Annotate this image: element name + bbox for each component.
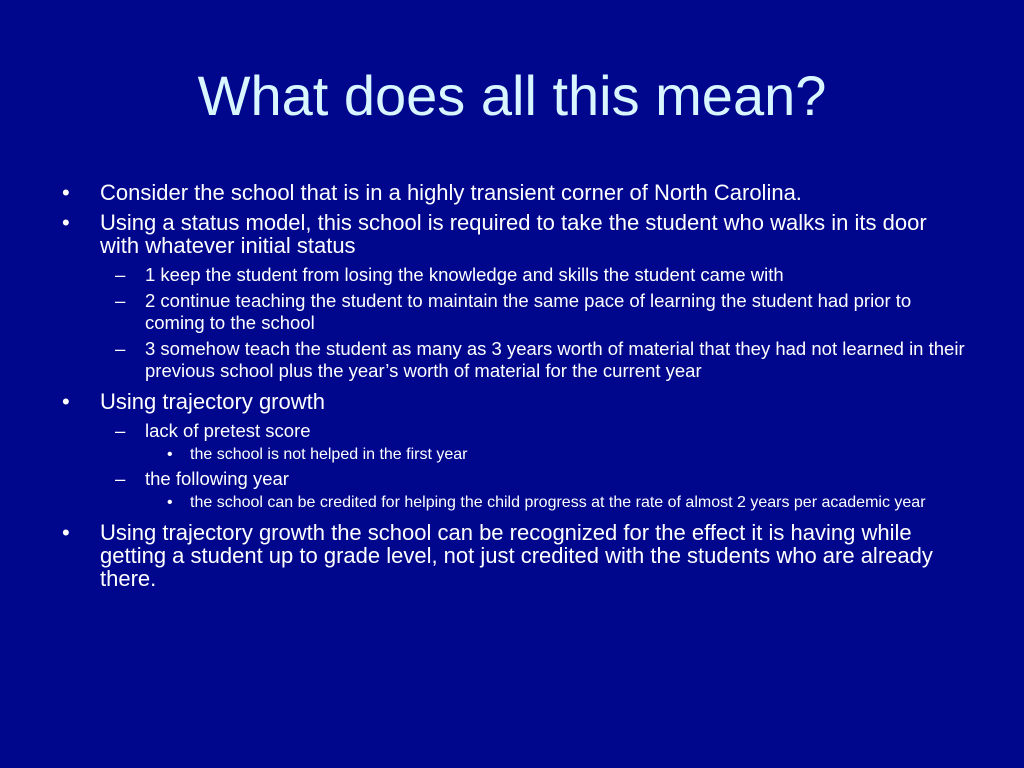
bullet-text: Consider the school that is in a highly transient corner of North Carolina. <box>100 180 802 205</box>
dash-icon: – <box>115 264 126 285</box>
bullet-item-transient-school <box>62 181 967 204</box>
dash-icon: – <box>115 468 126 489</box>
slide-title: What does all this mean? <box>197 64 827 127</box>
subbullet-item-lack-pretest <box>62 420 967 442</box>
subbullet-text: 2 continue teaching the student to maintain the same pace of learning the student had prior to coming to the school <box>145 290 912 333</box>
bullet-icon: • <box>62 210 70 235</box>
bullet-icon: • <box>62 389 70 414</box>
subbullet-item-three-years <box>62 338 967 382</box>
nested-bullet-text: the school is not helped in the first year <box>190 446 468 463</box>
nested-bullet-item-first-year <box>62 446 967 464</box>
subbullet-item-same-pace <box>62 290 967 334</box>
subbullet-text: 1 keep the student from losing the knowledge and skills the student came with <box>145 264 784 285</box>
bullet-icon: • <box>62 520 70 545</box>
nested-bullet-text: the school can be credited for helping the child progress at the rate of almost 2 years per academic year <box>190 494 926 511</box>
bullet-text: Using trajectory growth <box>100 389 325 414</box>
subbullet-text: 3 somehow teach the student as many as 3 years worth of material that they had not learned in their previous school plus the year’s worth of material for the current year <box>145 338 965 381</box>
bullet-text: Using a status model, this school is required to take the student who walks in its door with whatever initial status <box>100 210 927 258</box>
dash-icon: – <box>115 338 126 359</box>
dash-icon: – <box>115 290 126 311</box>
subbullet-text: the following year <box>145 468 289 489</box>
subbullet-item-following-year <box>62 468 967 490</box>
bullet-icon: • <box>62 180 70 205</box>
small-bullet-icon: • <box>167 494 173 511</box>
dash-icon: – <box>115 420 126 441</box>
subbullet-text: lack of pretest score <box>145 420 311 441</box>
bullet-item-recognized-effect <box>62 521 967 590</box>
slide-content <box>62 181 967 597</box>
nested-bullet-item-credited-progress <box>62 494 967 512</box>
bullet-text: Using trajectory growth the school can be recognized for the effect it is having while getting a student up to grade level, not just credited with the students who are already there. <box>100 520 933 591</box>
bullet-item-trajectory-growth <box>62 390 967 413</box>
subbullet-item-keep-knowledge <box>62 264 967 286</box>
bullet-item-status-model <box>62 211 967 257</box>
small-bullet-icon: • <box>167 446 173 463</box>
